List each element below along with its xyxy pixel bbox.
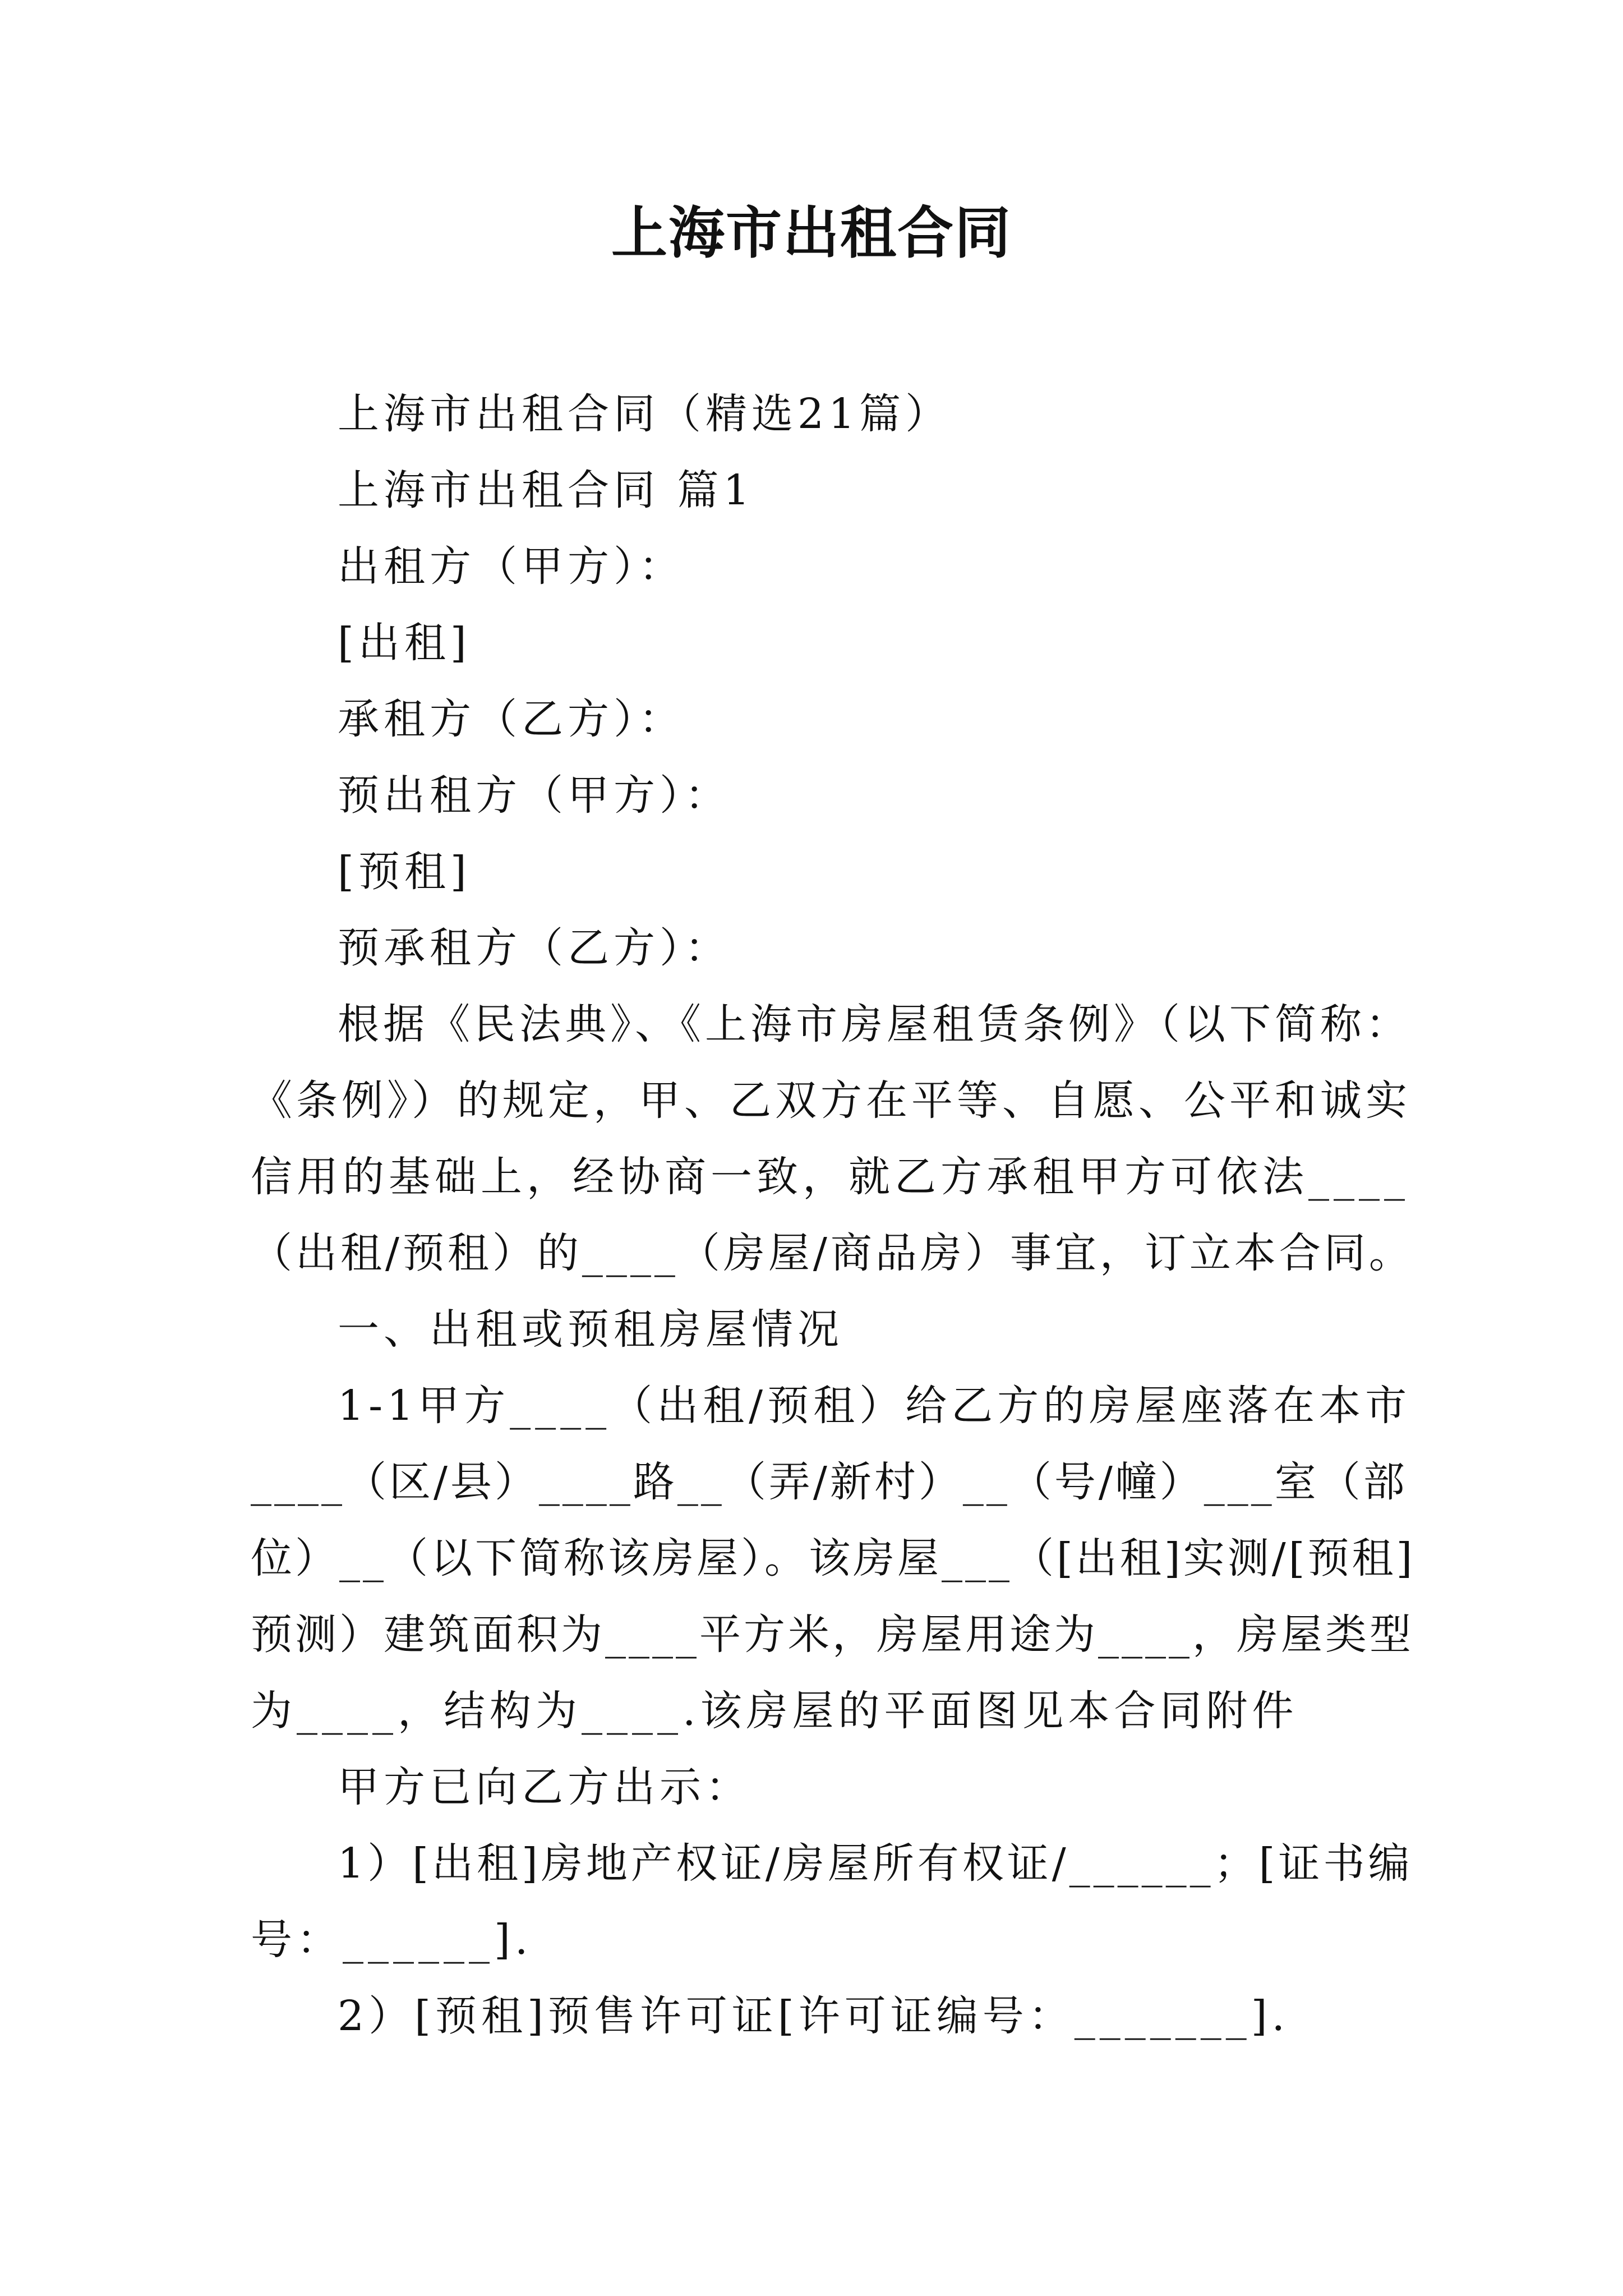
document-line: 1）[出租]房地产权证/房屋所有权证/______；[证书编 [338, 1839, 1413, 1888]
document-line: 预测）建筑面积为____平方米，房屋用途为____，房屋类型 [251, 1611, 1414, 1659]
document-line: 预出租方（甲方）： [338, 771, 731, 820]
document-line: 预承租方（乙方）： [338, 924, 731, 972]
document-title: 上海市出租合同 [611, 200, 1012, 266]
document-line: 甲方已向乙方出示： [338, 1763, 751, 1811]
document-line: 上海市出租合同 篇1 [338, 466, 754, 514]
document-line: 承租方（乙方）： [338, 695, 685, 743]
document-line: [出租] [338, 619, 471, 667]
document-line: [预租] [338, 848, 471, 896]
document-line: 号：______]. [251, 1916, 533, 1964]
document-line: 出租方（甲方）： [338, 542, 685, 591]
document-line: 为____，结构为____.该房屋的平面图见本合同附件 [251, 1687, 1298, 1735]
document-line: 一、出租或预租房屋情况 [338, 1305, 843, 1354]
document-body [251, 376, 1415, 2054]
document-line: 信用的基础上，经协商一致，就乙方承租甲方可依法____ [251, 1153, 1409, 1201]
document-line: 位）__（以下简称该房屋）。该房屋___（[出租]实测/[预租] [251, 1534, 1415, 1582]
document-line: 上海市出租合同（精选21篇） [338, 390, 952, 438]
document-line: 根据《民法典》、《上海市房屋租赁条例》（以下简称： [338, 1000, 1411, 1048]
document-line: 《条例》）的规定，甲、乙双方在平等、自愿、公平和诚实 [251, 1076, 1411, 1125]
document-line: ____（区/县）____路__（弄/新村）__（号/幢）___室（部 [251, 1458, 1408, 1506]
document-line: （出租/预租）的____（房屋/商品房）事宜，订立本合同。 [251, 1229, 1414, 1277]
document-line: 1-1甲方____（出租/预租）给乙方的房屋座落在本市 [338, 1382, 1412, 1430]
document-line: 2）[预租]预售许可证[许可证编号：_______]. [338, 1992, 1290, 2040]
